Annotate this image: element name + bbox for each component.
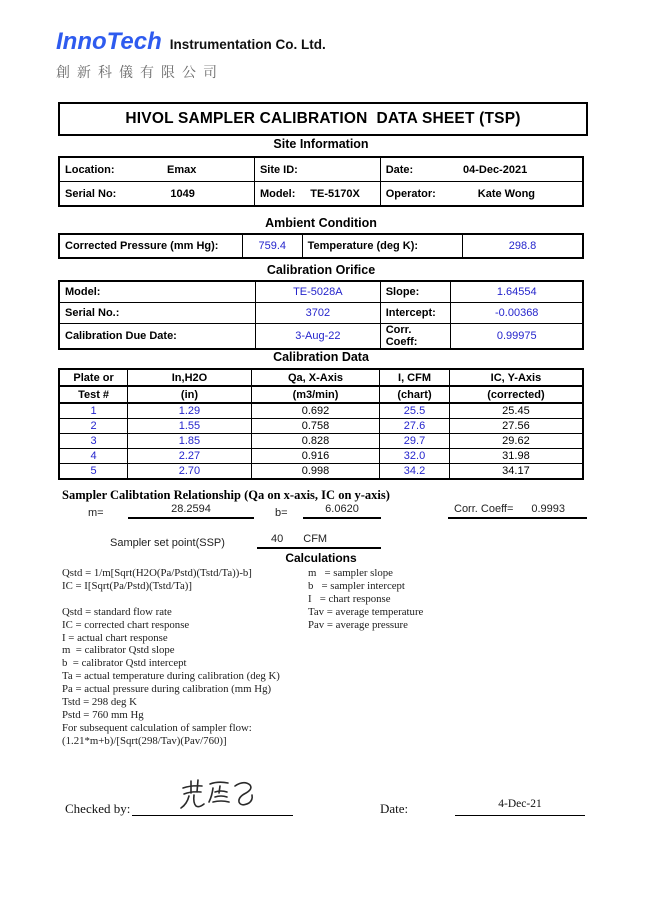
ambient-table <box>58 233 584 259</box>
calc-line: Qstd = standard flow rate <box>62 605 172 618</box>
calc-line: b = sampler intercept <box>308 579 405 592</box>
ambient-heading: Ambient Condition <box>265 216 377 230</box>
table-row <box>59 182 583 207</box>
calc-line: I = chart response <box>308 592 391 605</box>
table-header-row: Test # (in) (m3/min) (chart) (corrected) <box>59 386 583 403</box>
corr-coeff-label: Corr. Coeff= <box>454 503 514 515</box>
calc-line: (1.21*m+b)/[Sqrt(298/Tav)(Pav/760)] <box>62 734 227 747</box>
calc-line: Pstd = 760 mm Hg <box>62 708 144 721</box>
field-label: Corrected Pressure (mm Hg): <box>59 234 242 258</box>
calc-line: m = calibrator Qstd slope <box>62 644 175 657</box>
sheet-title-box <box>58 102 588 136</box>
calc-line <box>62 593 312 606</box>
field-value: Kate Wong <box>477 187 536 200</box>
table-row: 1 1.29 0.692 25.5 25.45 <box>59 403 583 419</box>
field-label: Serial No: <box>65 187 117 200</box>
brand-chinese-name: 創新科儀有限公司 <box>56 64 224 80</box>
field-label: Model: <box>259 187 296 200</box>
sheet-title: HIVOL SAMPLER CALIBRATION DATA SHEET (TSP) <box>125 110 521 127</box>
table-row <box>59 303 583 324</box>
calibration-data-table <box>58 368 584 480</box>
orifice-heading: Calibration Orifice <box>266 263 376 277</box>
table-row <box>59 281 583 303</box>
orifice-table <box>58 280 584 350</box>
calc-line: IC = I[Sqrt(Pa/Pstd)(Tstd/Ta)] <box>62 579 192 592</box>
calculations-left-column <box>62 567 312 748</box>
calibration-data-heading: Calibration Data <box>273 350 369 364</box>
date-label: Date: <box>380 801 409 816</box>
calc-line: m = sampler slope <box>308 567 393 579</box>
signature-handwriting <box>178 776 256 814</box>
ssp-value: 40 <box>271 533 284 545</box>
field-value: 298.8 <box>462 234 583 258</box>
b-label: b= <box>275 507 288 519</box>
field-label: Calibration Due Date: <box>59 324 256 350</box>
field-value: Emax <box>167 163 197 176</box>
calc-line: I = actual chart response <box>62 631 168 644</box>
corr-coeff-value: 0.9993 <box>531 503 565 515</box>
table-row: 5 2.70 0.998 34.2 34.17 <box>59 464 583 480</box>
m-value: 28.2594 <box>128 503 254 519</box>
table-row: 4 2.27 0.916 32.0 31.98 <box>59 449 583 464</box>
field-value: TE-5170X <box>310 187 360 200</box>
date-value: 4-Dec-21 <box>455 798 585 816</box>
site-info-heading: Site Information <box>273 137 369 151</box>
field-label: Intercept: <box>380 303 451 324</box>
calc-line: Qstd = 1/m[Sqrt(H2O(Pa/Pstd)(Tstd/Ta))-b] <box>62 567 252 579</box>
field-label: Date: <box>385 163 414 176</box>
checked-by-label: Checked by: <box>65 801 131 816</box>
calc-line: b = calibrator Qstd intercept <box>62 657 187 670</box>
table-row: 3 1.85 0.828 29.7 29.62 <box>59 434 583 449</box>
field-label: Operator: <box>385 187 436 200</box>
calc-line: Tav = average temperature <box>308 605 424 618</box>
field-value: 3-Aug-22 <box>256 324 381 350</box>
m-label: m= <box>88 507 104 519</box>
field-value: 3702 <box>256 303 381 324</box>
ssp-unit: CFM <box>303 533 328 545</box>
table-header-row: Plate or In,H2O Qa, X-Axis I, CFM IC, Y-Axis <box>59 369 583 386</box>
calc-line: Pav = average pressure <box>308 618 408 631</box>
calc-line: For subsequent calculation of sampler flow: <box>62 721 252 734</box>
field-label: Temperature (deg K): <box>302 234 462 258</box>
ssp-label: Sampler set point(SSP) <box>110 537 225 549</box>
calc-line: Tstd = 298 deg K <box>62 696 137 709</box>
field-value: 04-Dec-2021 <box>462 163 528 176</box>
ssp-field <box>257 533 381 549</box>
brand-logo: InnoTech <box>56 28 162 55</box>
b-value: 6.0620 <box>303 503 381 519</box>
field-label: Corr. Coeff: <box>380 324 451 350</box>
field-value: 1049 <box>170 187 195 200</box>
corr-coeff-field <box>448 503 587 519</box>
relationship-title: Sampler Calibtation Relationship (Qa on x-axis, IC on y-axis) <box>62 488 390 502</box>
calculations-heading: Calculations <box>285 551 357 565</box>
table-row <box>59 157 583 182</box>
field-value: TE-5028A <box>256 281 381 303</box>
table-row: 2 1.55 0.758 27.6 27.56 <box>59 419 583 434</box>
brand-suffix: Instrumentation Co. Ltd. <box>169 37 326 52</box>
field-label: Serial No.: <box>59 303 256 324</box>
field-label: Location: <box>65 163 115 176</box>
calculations-right-column <box>308 567 538 632</box>
calc-line: Ta = actual temperature during calibration (deg K) <box>62 670 280 683</box>
field-value: 1.64554 <box>451 281 583 303</box>
field-label: Model: <box>59 281 256 303</box>
table-row <box>59 324 583 350</box>
site-info-table <box>58 156 584 207</box>
field-label: Slope: <box>380 281 451 303</box>
field-label: Site ID: <box>259 163 298 176</box>
field-value: 0.99975 <box>451 324 583 350</box>
field-value: 759.4 <box>242 234 302 258</box>
company-header <box>56 28 586 82</box>
field-value: -0.00368 <box>451 303 583 324</box>
table-row <box>59 234 583 258</box>
calc-line: Pa = actual pressure during calibration (mm Hg) <box>62 683 272 696</box>
calc-line: IC = corrected chart response <box>62 618 190 631</box>
